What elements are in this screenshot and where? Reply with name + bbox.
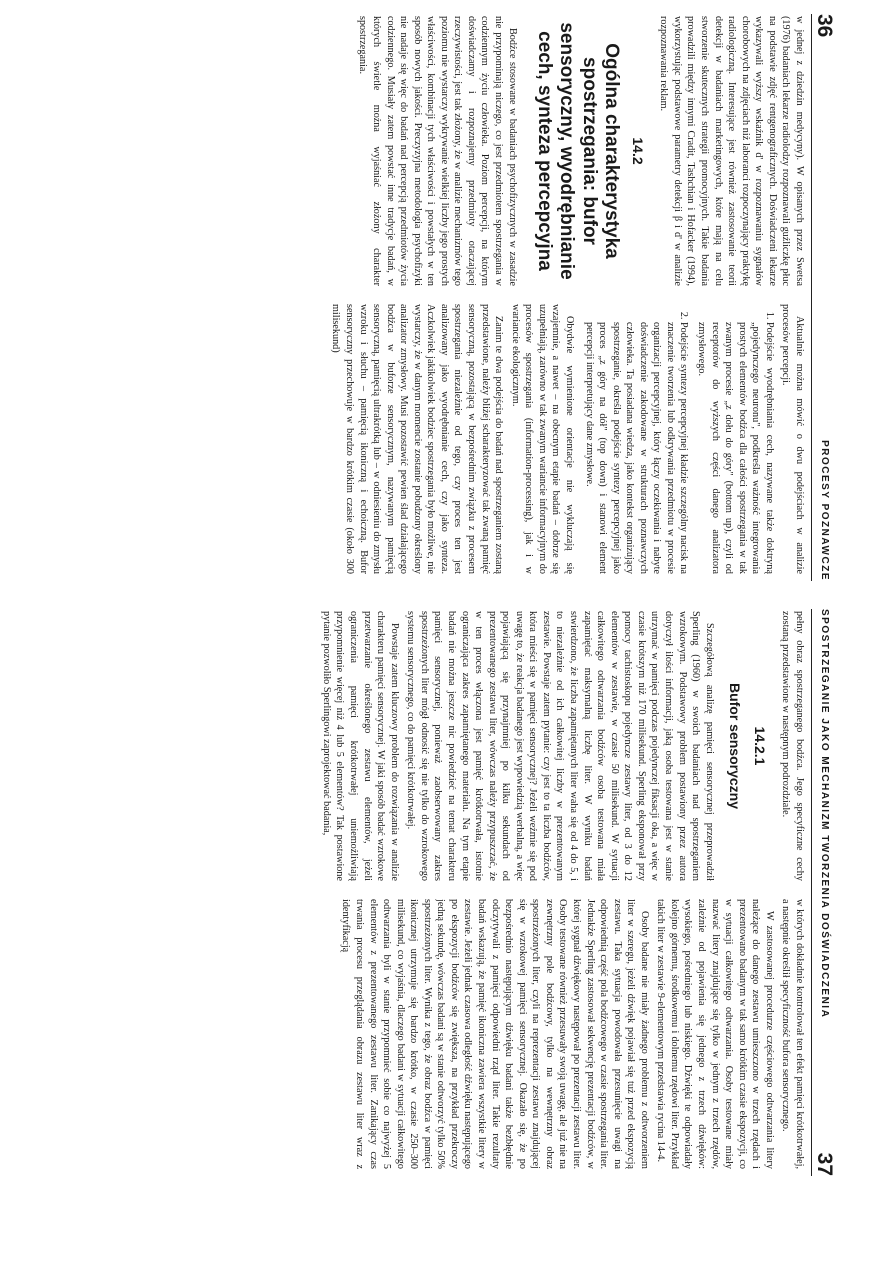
paragraph: Aktualnie można mówić o dwu podejściach w analizie procesów percepcji. bbox=[780, 304, 805, 574]
right-column-1 bbox=[10, 611, 806, 881]
left-column-2 bbox=[10, 304, 806, 574]
paragraph: Obydwie wymienione orientacje nie wykluczają się wzajemnie, a nawet – na obecnym etapie badań – dobrze się uzupełniają, zarówno w tak zwanym wariancie informacyjnym do procesów spostrzegania (information-processing), jak i w wariancie ekologicznym. bbox=[509, 304, 575, 574]
running-title-right: SPOSTRZEGANIE JAKO MECHANIZM TWORZENIA DOŚWIADCZENIA bbox=[819, 609, 830, 1019]
page-header-left bbox=[811, 14, 834, 581]
paragraph: W zastosowanej procedurze częściowego odtwarzania litery należące do danego zestawu umieszczono w trzech rzędach i prezentowano badanym w tak samo krótkim czasie ekspozycji, co w sytuacji całkowitego odtwarzania. Osoby testowane miały nazwać litery znajdujące się tylko w jednym z trzech rzędów, zależnie od pojawienia się jednego z trzech dźwięków: wysokiego, pośredniego lub niskiego. Dźwięki te odpowiadały kolejno górnemu, środkowemu i dolnemu rzędowi liter. Przykład takich liter w zestawie 9-elementowym przedstawia rycina 14-4. bbox=[655, 899, 775, 1169]
paragraph: Osoby badane nie miały żadnego problemu z odtworzeniem liter w szeregu, jeżeli dźwięk pojawiał się tuż przed ekspozycją zestawu. Taka sytuacja powodowała przesunięcie uwagi na odpowiednią część pola bodźcowego w czasie spostrzegania liter. Jednakże Sperling zastosował sekwencję prezentacji bodźców, w której sygnał dźwiękowy następował po prezentacji zestawu liter. Osoby testowane również przesuwały swoją uwagę, ale już nie na zewnętrzny pole bodźcowy, tylko na wewnętrzny obraz spostrzeżonych liter, czyli na reprezentacji zestawu znajdującej się w wzrokowej pamięci sensorycznej. Okazało się, że po bezpośrednio następującym dźwięku badani także bezbłędnie odczytywali z pamięci odpowiedni rząd liter. Takie rezultaty badań wskazują, że pamięć ikoniczna zawiera wszystkie litery w zestawie. Jeżeli jednak czasowa odległość dźwięku następującego po ekspozycji bodźców się zwiększa, na przykład przekroczy jedną sekundę, wówczas badani są w stanie odtworzyć tylko 50% spostrzeżonych liter. Wynika z tego, że obraz bodźca w pamięci ikonicznej utrzymuje się bardzo krótko, w czasie 250–300 milisekund, co wyjaśnia, dlaczego badani w sytuacji całkowitego odtwarzania byli w stanie przypomnieć sobie co najwyżej 5 elementów z prezentowanego zestawu liter. Zanikający czas trwania procesu przeglądania obrazu zestawu liter wraz z identyfikacją bbox=[340, 899, 650, 1169]
paragraph: Szczegółową analizę pamięci sensorycznej przeprowadził Sperling (1960) w swoich badaniach nad spostrzeganiem wzrokowym. Podstawowy problem postawiony przez autora dotyczył ilości informacji, jaką osoba testowana jest w stanie utrzymać w pamięci podczas pojedynczej fiksacji oka, a więc w czasie krótszym niż 170 milisekund. Sperling eksponował przy pomocy tachistoskopu pojedyncze zestawy liter, od 3 do 12 elementów w zestawie, w czasie 50 milisekund. W sytuacji całkowitego odtwarzania bodźców osoba testowana miała zapamiętać maksymalną liczbę liter. W wyniku badań stwierdzono, że liczba zapamiętanych liter waha się od 4 do 5, i to niezależnie od ich całkowitej liczby w prezentowanym zestawie. Powstaje zatem pytanie: czy jest to ta liczba bodźców, która mieści się w pamięci sensorycznej? Jeżeli weźmie się pod uwagę to, że reakcja badanego jest wypowiedzią werbalną, a więc pojawiającą się przynajmniej po kilku sekundach od prezentowanego zestawu liter, wówczas należy przypuszczać, że w ten proces włączona jest pamięć krótkotrwała, istotnie ograniczająca zakres zapamiętanego materiału. Na tym etapie badań nie można jeszcze nic powiedzieć na temat charakteru pamięci sensorycznej, ponieważ zaobserwowany zakres spostrzeżonych liter mógł odnosić się nie tylko do wzrokowego systemu sensorycznego, co do pamięci krótkotrwałej. bbox=[405, 611, 715, 881]
paragraph: Bodźce stosowane w badaniach psychofizycznych w zasadzie nie przypominają niczego, co jest przedmiotem spostrzegania w codziennym życiu człowieka. Poziom percepcji, na którym doświadczamy i rozpoznajemy przedmioty otaczającej rzeczywistości, jest tak złożony, że w analizie mechanizmów tego poziomu nie wystarczy wykrywanie wielkiej liczby jego prostych właściwości, kombinacji tych właściwości i powstałych w ten sposób nowych jakości. Preczyzyjna metodologia psychofizyki nie nadaje się więc do badań nad percepcją przedmiotów życia codziennego. Musiały zatem powstać inne tradycje badań, w których świetle można wyjaśniać złożony charakter spostrzegania. bbox=[357, 16, 518, 286]
section-number: 14.2 bbox=[629, 137, 646, 165]
page-37 bbox=[4, 595, 842, 1190]
list-item: 2. Podejście syntezy percepcyjnej kładzie szczególny nacisk na znaczenie tworzenia lub odkrywania przedmiotu w procesie organizacji percepcyjnej, który łączy oczekiwania i nabyte doświadczenie zakodowane w strukturach poznawczych człowieka. Ta posiadana wiedza, jako kontekst organizujący spostrzeganie, określa podejście syntezy percepcyjnej jako proces „z góry na dół" (top down) i stanowi element percepcji interpretujący dane zmysłowe. bbox=[582, 322, 691, 574]
paragraph: Powstaje zatem kluczowy problem do rozwiązania w analizie charakteru pamięci sensorycznej. W jaki sposób badać wzrokowe przetwarzanie określonego zestawu elementów, jeżeli ograniczenia pamięci krótkotrwałej uniemożliwiają przypomnienie więcej niż 4 lub 5 elementów? Tak postawione pytanie pozwoliło Sperlingowi zaprojektować badania, bbox=[320, 611, 400, 881]
page-number-left: 36 bbox=[813, 14, 836, 38]
page-number-right: 37 bbox=[813, 1152, 836, 1176]
left-column-1 bbox=[10, 16, 806, 286]
book-spread bbox=[4, 0, 842, 1190]
section-title: Ogólna charakterystyka spostrzegania: bufor sensoryczny, wyodrębnianie cech, synteza percepcyjna bbox=[533, 22, 623, 280]
page-header-right bbox=[811, 609, 834, 1176]
paragraph: w których dokładnie kontrolował ten efekt pamięci krótkotrwałej, a następnie określił specyficzność bufora sensorycznego. bbox=[780, 899, 805, 1169]
subsection-title: Bufor sensoryczny bbox=[727, 682, 744, 810]
subsection-number: 14.2.1 bbox=[751, 726, 768, 766]
paragraph: w jednej z dziedzin medycyny). W opisanych przez Swetsa (1976) badaniach lekarze radiolodzy rozpoznawali guźliczkę płuc na podstawie zdjęć rentgenograficznych. Doświadczeni lekarze wykazywali wyższy wskaźnik d' w rozpoznawaniu sygnałów chorobowych na zdjęciach niż laboranci rozpoczynający praktykę radiologiczną. Interesujące jest również zastosowanie teorii detekcji w badaniach marketingowych, które mają na celu stworzenie skutecznych strategii promocyjnych. Takie badania prowadzili między innymi Cradit, Tashchian i Hofacker (1994), wykorzystując podstawowe parametry detekcji β i d' w analizie rozpoznawania reklam. bbox=[658, 16, 805, 286]
list-item: 1. Podejście wyodrębniania cech, nazywane także doktryną „pojedynczego neuronu", podkreśla ważność integrowania prostych elementów bodźca dla całości spostrzegania w tak zwanym procesie „z dołu do góry" (bottom up), czyli od receptorów do wyższych części danego analizatora zmysłowego. bbox=[695, 322, 776, 574]
right-column-2 bbox=[10, 899, 806, 1169]
paragraph: Zanim te dwa podejścia do badań nad spostrzeganiem zostaną przedstawione, należy bliżej scharakteryzować tak zwaną pamięć sensoryczną, pozostającą w bezpośrednim związku z procesem spostrzegania niezależnie od tego, czy proces ten jest analizowany jako wyodrębnianie cech, czy jako synteza. Aczkolwiek jakikolwiek bodziec spostrzegania było możliwe, nie wystarczy, że w danym momencie zostanie pobudzony określony analizator zmysłowy. Musi pozostawić pewien ślad działającego bodźca w buforze sensorycznym, nazywanym pamięcią sensoryczną, pamięcią ultrakrótką lub – w odniesieniu do zmysłu wzroku i słuchu – pamięcią ikoniczną i echoiczną. Bufor sensoryczny przechowuje w bardzo krótkim czasie (około 300 milisekund) bbox=[330, 304, 505, 574]
approaches-list bbox=[582, 304, 776, 574]
page-36 bbox=[4, 0, 842, 595]
paragraph: pełny obraz spostrzeganego bodźca. Jego specyficzne cechy zostaną przedstawione w następnym podrozdziale. bbox=[780, 611, 805, 881]
running-title-left: PROCESY POZNAWCZE bbox=[819, 440, 830, 581]
